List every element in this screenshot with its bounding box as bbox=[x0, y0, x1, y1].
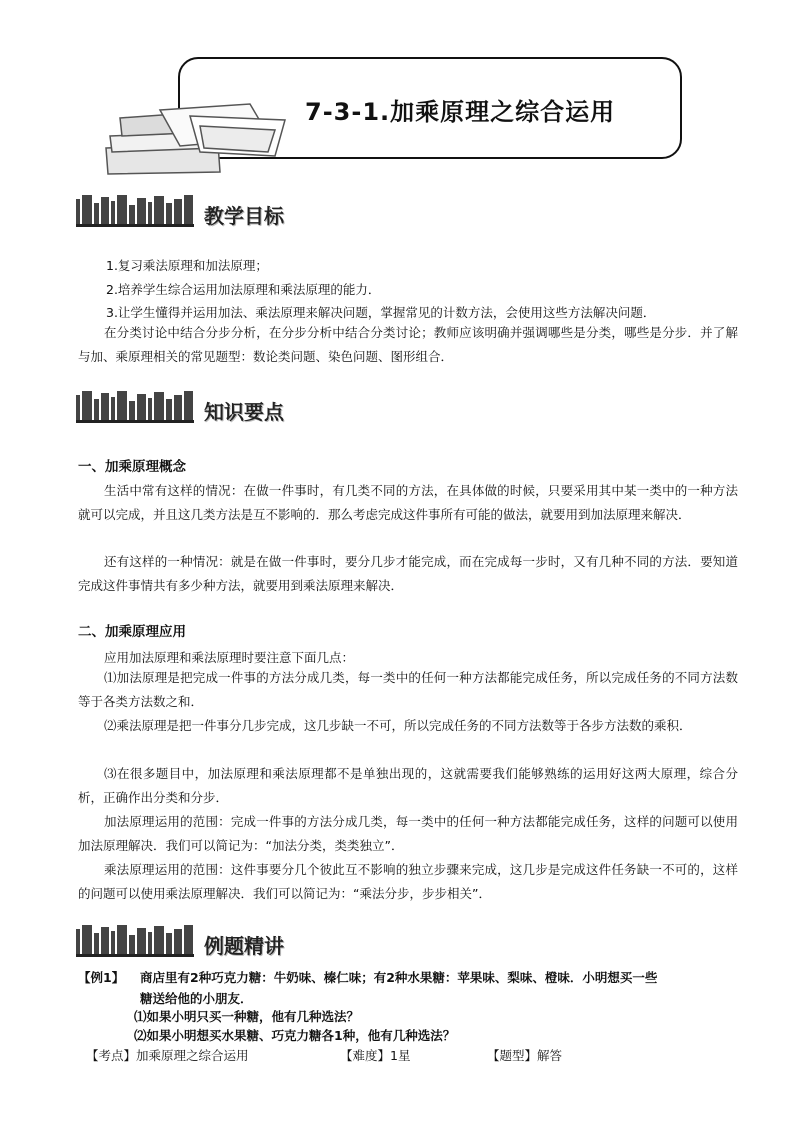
application-paragraph: ⑵乘法原理是把一件事分几步完成，这几步缺一不可，所以完成任务的不同方法数等于各步方法数的乘积． bbox=[104, 718, 692, 733]
concept-paragraph: 还有这样的一种情况：就是在做一件事时，要分几步才能完成，而在完成每一步时，又有几种不同的方法．要知道完成这件事情共有多少种方法，就要用到乘法原理来解决． bbox=[78, 554, 738, 593]
example-text: 糖送给他的小朋友． bbox=[140, 991, 253, 1006]
goal-item: 1.复习乘法原理和加法原理； bbox=[106, 258, 268, 273]
meta-point: 【考点】加乘原理之综合运用 bbox=[86, 1048, 249, 1063]
meta-difficulty: 【难度】1星 bbox=[340, 1048, 411, 1063]
section-title-examples: 例题精讲 bbox=[204, 934, 284, 958]
books-illustration bbox=[100, 96, 300, 176]
subheading-application: 二、加乘原理应用 bbox=[78, 624, 186, 640]
example-question: ⑵如果小明想买水果糖、巧克力糖各1种，他有几种选法？ bbox=[134, 1028, 456, 1043]
example-text: 商店里有2种巧克力糖：牛奶味、榛仁味；有2种水果糖：苹果味、梨味、橙味．小明想买一些 bbox=[140, 970, 658, 985]
application-paragraph: ⑶在很多题目中，加法原理和乘法原理都不是单独出现的，这就需要我们能够熟练的运用好这两大原理，综合分析，正确作出分类和分步． bbox=[78, 766, 738, 805]
page-title: 7-3-1.加乘原理之综合运用 bbox=[305, 98, 616, 126]
bookshelf-icon bbox=[76, 193, 194, 227]
application-paragraph: ⑴加法原理是把完成一件事的方法分成几类，每一类中的任何一种方法都能完成任务，所以完成任务的不同方法数等于各类方法数之和． bbox=[78, 670, 738, 709]
application-paragraph: 加法原理运用的范围：完成一件事的方法分成几类，每一类中的任何一种方法都能完成任务，这样的问题可以使用加法原理解决．我们可以简记为：“加法分类，类类独立”． bbox=[78, 814, 738, 853]
goal-item: 3.让学生懂得并运用加法、乘法原理来解决问题，掌握常见的计数方法，会使用这些方法解决问题． bbox=[106, 305, 656, 320]
example-label: 【例1】 bbox=[78, 970, 125, 985]
application-paragraph: 乘法原理运用的范围：这件事要分几个彼此互不影响的独立步骤来完成，这几步是完成这件任务缺一不可的，这样的问题可以使用乘法原理解决．我们可以简记为：“乘法分步，步步相关”． bbox=[78, 862, 738, 901]
application-intro: 应用加法原理和乘法原理时要注意下面几点： bbox=[104, 650, 355, 665]
concept-paragraph: 生活中常有这样的情况：在做一件事时，有几类不同的方法，在具体做的时候，只要采用其中某一类中的一种方法就可以完成，并且这几类方法是互不影响的．那么考虑完成这件事所有可能的做法，就要用到加法原理来解决． bbox=[78, 483, 738, 522]
bookshelf-icon bbox=[76, 923, 194, 957]
subheading-concept: 一、加乘原理概念 bbox=[78, 459, 186, 475]
section-title-knowledge: 知识要点 bbox=[204, 400, 284, 424]
goals-note: 在分类讨论中结合分步分析，在分步分析中结合分类讨论；教师应该明确并强调哪些是分类，哪些是分步．并了解与加、乘原理相关的常见题型：数论类问题、染色问题、图形组合． bbox=[78, 325, 738, 364]
example-question: ⑴如果小明只买一种糖，他有几种选法？ bbox=[134, 1009, 360, 1024]
meta-type: 【题型】解答 bbox=[487, 1048, 563, 1063]
section-title-goals: 教学目标 bbox=[204, 204, 284, 228]
bookshelf-icon bbox=[76, 389, 194, 423]
goal-item: 2.培养学生综合运用加法原理和乘法原理的能力． bbox=[106, 282, 381, 297]
